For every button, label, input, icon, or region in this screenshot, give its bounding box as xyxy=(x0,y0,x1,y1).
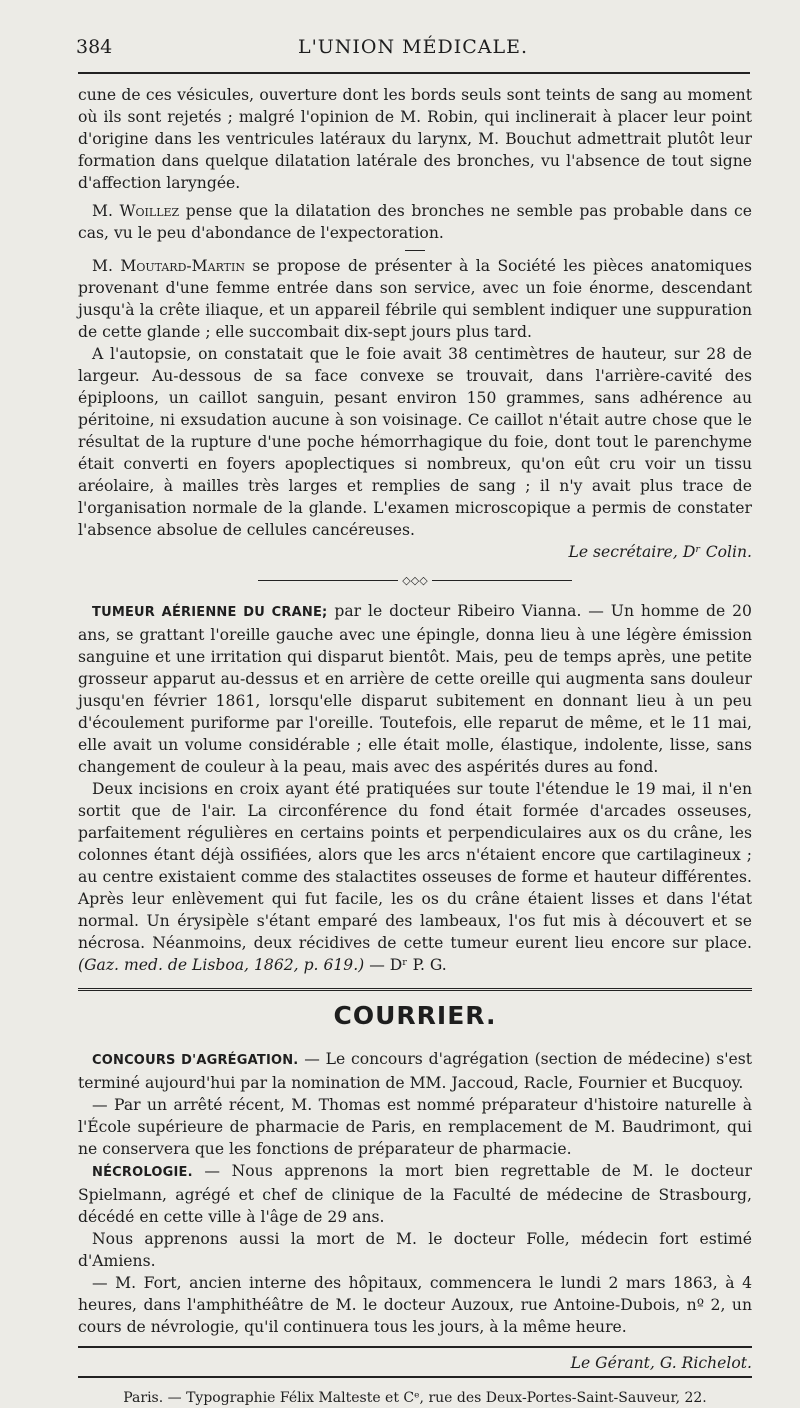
ornament-glyph: ◇◇◇ xyxy=(402,574,428,587)
citation-signature: — Dʳ P. G. xyxy=(364,956,447,974)
paragraph-text: — Nous apprenons la mort bien regrettable de M. le docteur Spielmann, agrégé et chef de clinique de la Faculté de médecine de Strasbourg, décédé en cette ville à l'âge de 29 ans. xyxy=(78,1162,752,1226)
paragraph-text: pense que la dilatation des bronches ne semble pas probable dans ce cas, vu le peu d'abondance de l'expectoration. xyxy=(78,202,752,242)
footer-rule xyxy=(78,1346,752,1348)
paragraph xyxy=(78,200,752,244)
paragraph: A l'autopsie, on constatait que le foie avait 38 centimètres de hauteur, sur 28 de largeur. Au-dessous de sa face convexe se trouvait, dans l'arrière-cavité des épiploons, un caillot sanguin, pesant environ 150 grammes, sans adhérence au péritoine, ni exsudation aucune à son voisinage. Ce caillot n'était autre chose que le résultat de la rupture d'une poche hémorrhagique du foie, dont tout le parenchyme était converti en foyers apoplectiques si nombreux, qu'on eût cru voir un tissu aréolaire, à mailles très larges et remplies de sang ; il n'y avait plus trace de l'organisation normale de la glande. L'examen microscopique a permis de constater l'absence absolue de cellules cancéreuses. xyxy=(78,345,752,539)
news-heading: NÉCROLOGIE. xyxy=(92,1165,193,1180)
printer-imprint: Paris. — Typographie Félix Malteste et Cᵉ, rue des Deux-Portes-Saint-Sauveur, 22. xyxy=(123,1390,707,1406)
paragraph: cune de ces vésicules, ouverture dont les bords seuls sont teints de sang au moment où ils sont rejetés ; malgré l'opinion de M. Robin, qui inclinerait à placer leur point d'origine dans les ventricules latéraux du larynx, M. Bouchut admettrait plutôt leur formation dans quelque dilatation latérale des bronches, vu l'absence de tout signe d'affection laryngée. xyxy=(78,86,752,192)
page-number: 384 xyxy=(76,36,113,58)
paragraph: Nous apprenons aussi la mort de M. le docteur Folle, médecin fort estimé d'Amiens. xyxy=(78,1230,752,1270)
ornament-line xyxy=(258,580,398,581)
citation: (Gaz. med. de Lisboa, 1862, p. 619.) xyxy=(78,956,365,974)
paragraph-text: — Le concours d'agrégation (section de médecine) s'est terminé aujourd'hui par la nomination de MM. Jaccoud, Racle, Fournier et Bucquoy. xyxy=(78,1050,753,1092)
paragraph-text: par le docteur Ribeiro Vianna. — Un homme de 20 ans, se grattant l'oreille gauche avec une épingle, donna lieu à une légère émission sanguine et une irritation qui disparut bientôt. Mais, peu de temps après, une petite grosseur apparut au-dessus et en arrière de cette oreille qui augmenta sans douleur jusqu'en février 1861, lorsqu'elle disparut subitement en donnant lieu à un peu d'écoulement puriforme par l'oreille. Toutefois, elle reparut de même, et le 11 mai, elle avait un volume considérable ; elle était molle, élastique, indolente, lisse, sans changement de couleur à la peau, mais avec des aspérités dures au fond. xyxy=(78,602,752,776)
paragraph-text: Deux incisions en croix ayant été pratiquées sur toute l'étendue le 19 mai, il n'en sortit que de l'air. La circonférence du fond était formée d'arcades osseuses, parfaitement régulières en certains points et perpendiculaires aux os du crâne, les colonnes étant déjà ossifiées, alors que les arcs n'étaient encore que cartilagineux ; au centre existaient comme des stalactites osseuses de forme et hauteur différentes. Après leur enlèvement qui fut facile, les os du crâne étaient lisses et dans l'état normal. Un érysipèle s'étant emparé des lambeaux, l'os fut mis à découvert et se nécrosa. Néanmoins, deux récidives de cette tumeur eurent lieu encore sur place. xyxy=(78,780,752,952)
separator xyxy=(405,250,425,251)
paragraph xyxy=(78,1160,752,1228)
gerant-signature: Le Gérant, G. Richelot. xyxy=(570,1354,752,1372)
paragraph: — Par un arrêté récent, M. Thomas est nommé préparateur d'histoire naturelle à l'École supérieure de pharmacie de Paris, en remplacement de M. Baudrimont, qui ne conservera que les fonctions de préparateur de pharmacie. xyxy=(78,1096,752,1158)
speaker-name: M. Moutard-Martin xyxy=(92,257,245,275)
paragraph xyxy=(78,255,752,343)
paragraph: — M. Fort, ancien interne des hôpitaux, commencera le lundi 2 mars 1863, à 4 heures, dans l'amphithéâtre de M. le docteur Auzoux, rue Antoine-Dubois, nº 2, un cours de névrologie, qu'il continuera tous les jours, à la même heure. xyxy=(78,1274,752,1336)
footer-rule xyxy=(78,1376,752,1378)
section-rule xyxy=(78,988,752,991)
running-header xyxy=(76,34,750,64)
paragraph xyxy=(78,1048,752,1094)
ornament-line xyxy=(432,580,572,581)
page-content xyxy=(78,84,752,1408)
article-heading: TUMEUR AÉRIENNE DU CRANE; xyxy=(92,605,328,620)
speaker-name: M. Woillez xyxy=(92,202,180,220)
header-rule xyxy=(78,72,750,74)
news-heading: CONCOURS D'AGRÉGATION. xyxy=(92,1053,299,1068)
ornament-divider xyxy=(78,575,752,586)
secretary-signature: Le secrétaire, Dʳ Colin. xyxy=(568,543,752,561)
running-title: L'UNION MÉDICALE. xyxy=(297,36,529,58)
section-title: COURRIER. xyxy=(333,1001,497,1030)
paragraph-text: se propose de présenter à la Société les pièces anatomiques provenant d'une femme entrée dans son service, avec un foie énorme, descendant jusqu'à la crête iliaque, et un appareil fébrile qui semblent indiquer une suppuration de cette glande ; elle succombait dix-sept jours plus tard. xyxy=(78,257,752,341)
paragraph xyxy=(78,778,752,976)
paragraph xyxy=(78,600,752,778)
